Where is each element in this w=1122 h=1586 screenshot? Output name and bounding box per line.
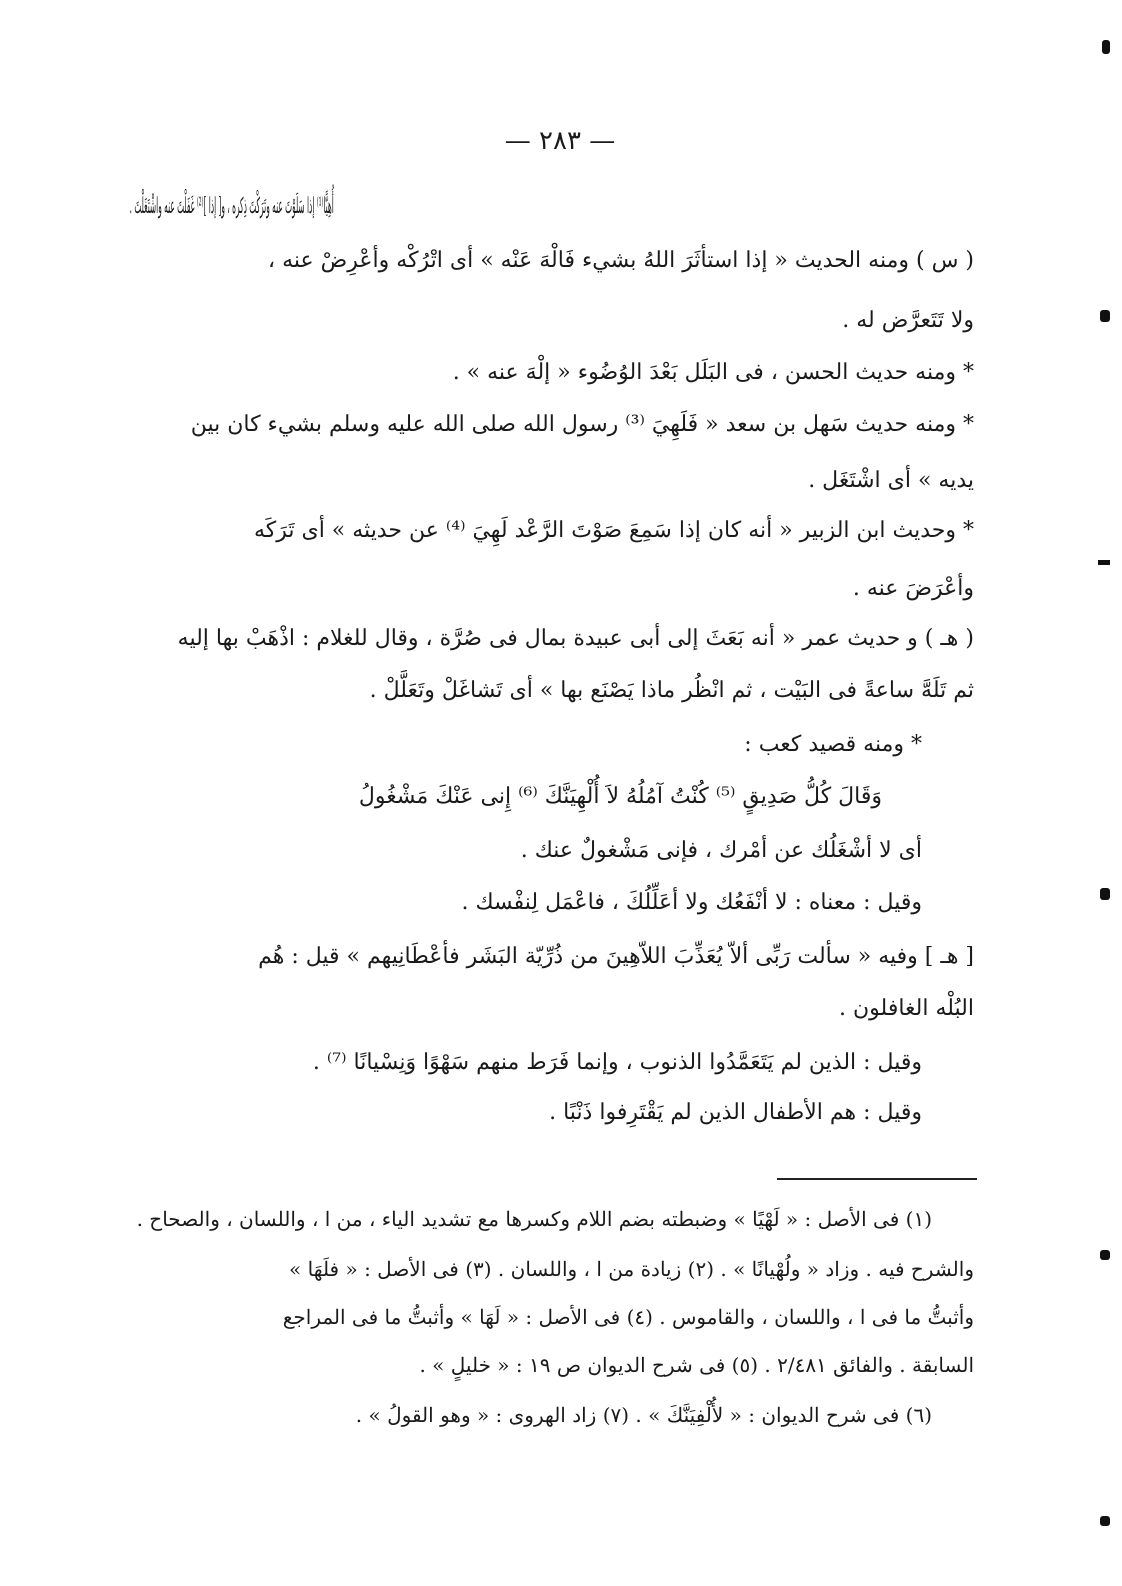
text-line-4: * ومنه حديث الحسن ، فى البَلَل بَعْدَ الوُضُوء « إلْهَ عنه » . xyxy=(452,360,974,385)
scan-edge-mark xyxy=(1100,310,1110,322)
text-line-2: ( س ) ومنه الحديث « إذا استأثَرَ اللهُ بشيء فَالْهَ عَنْه » أى اتْرُكْه وأعْرِضْ عنه ، xyxy=(268,248,974,273)
text-line-8: وأعْرَضَ عنه . xyxy=(852,576,974,601)
text-line-16: البُلْه الغافلون . xyxy=(839,996,974,1021)
scan-edge-mark xyxy=(1102,40,1110,54)
footnote-line-4: السابقة . والفائق ٢/٤٨١ . (٥) فى شرح الديوان ص ١٩ : « خليلٍ » . xyxy=(419,1353,974,1377)
footnote-rule xyxy=(777,1178,977,1180)
text-line-5: * ومنه حديث سَهل بن سعد « فَلَهِيَ ⁽³⁾ رسول الله صلى الله عليه وسلم بشيء كان بين xyxy=(190,412,974,437)
text-line-9: ( هـ ) و حديث عمر « أنه بَعَثَ إلى أبى عبيدة بمال فى صُرَّة ، وقال للغلام : اذْهَبْ بها إليه xyxy=(177,626,974,651)
footnote-line-1: (١) فى الأصل : « لَهْيًا » وضبطته بضم اللام وكسرها مع تشديد الياء ، من ا ، واللسان ، والصحاح . xyxy=(136,1207,932,1231)
footnote-line-5: (٦) فى شرح الديوان : « لأُلْفِيَنَّكَ » . (٧) زاد الهروى : « وهو القولُ » . xyxy=(355,1403,932,1427)
text-line-7: * وحديث ابن الزبير « أنه كان إذا سَمِعَ صَوْتَ الرَّعْد لَهِيَ ⁽⁴⁾ عن حديثه » أى تَرَكَه xyxy=(253,518,974,543)
scan-edge-mark xyxy=(1100,888,1110,900)
text-line-14: وقيل : معناه : لا أنْفَعُك ولا أعَلِّلُكَ ، فاعْمَل لِنفْسك . xyxy=(461,890,922,915)
scan-edge-mark xyxy=(1100,1516,1110,1526)
text-line-6: يديه » أى اشْتَغَل . xyxy=(808,468,974,493)
scan-edge-mark xyxy=(1100,1250,1110,1260)
page-number: — ٢٨٣ — xyxy=(504,126,616,156)
text-line-18: وقيل : هم الأطفال الذين لم يَقْتَرِفوا ذَنْبًا . xyxy=(549,1100,922,1125)
text-line-1: أُهِيًّا⁽¹⁾ إذا سَلَوْتَ عنه وتَرَكْتَ ذِكره ، و[ إذا ]⁽²⁾ غَفَلْتَ عنه واشْتَغَلْتَ . xyxy=(129,194,334,219)
text-line-3: ولا تَتَعرَّض له . xyxy=(842,308,974,333)
text-line-11: * ومنه قصيد كعب : xyxy=(744,732,922,757)
text-line-15: [ هـ ] وفيه « سألت رَبِّى ألاّ يُعَذِّبَ اللاّهِينَ من ذُرِّيّة البَشَر فأعْطَانِيهم » قيل : هُم xyxy=(258,944,974,969)
footnote-line-2: والشرح فيه . وزاد « ولُهْيانًا » . (٢) زيادة من ا ، واللسان . (٣) فى الأصل : « فلَهَا » xyxy=(289,1257,974,1281)
text-line-17: وقيل : الذين لم يَتَعَمَّدُوا الذنوب ، وإنما فَرَط منهم سَهْوًا وَنِسْيانًا ⁽⁷⁾ . xyxy=(312,1050,922,1075)
verse-line: وَقَالَ كُلُّ صَدِيقٍ ⁽⁵⁾ كُنْتُ آمُلُهُ لاَ أُلْهِيَنَّكَ ⁽⁶⁾ إِنى عَنْكَ مَشْغُولُ xyxy=(358,784,882,809)
text-line-13: أى لا أشْغَلُك عن أمْرك ، فإنى مَشْغولٌ عنك . xyxy=(520,838,922,863)
scan-edge-mark xyxy=(1098,560,1110,565)
text-line-10: ثم تَلَهَّ ساعةً فى البَيْت ، ثم انْظُر ماذا يَصْنَع بها » أى تَشاغَلْ وتَعَلَّلْ . xyxy=(369,678,974,703)
footnote-line-3: وأثبتُّ ما فى ا ، واللسان ، والقاموس . (٤) فى الأصل : « لَهَا » وأثبتُّ ما فى المراجع xyxy=(282,1305,974,1329)
